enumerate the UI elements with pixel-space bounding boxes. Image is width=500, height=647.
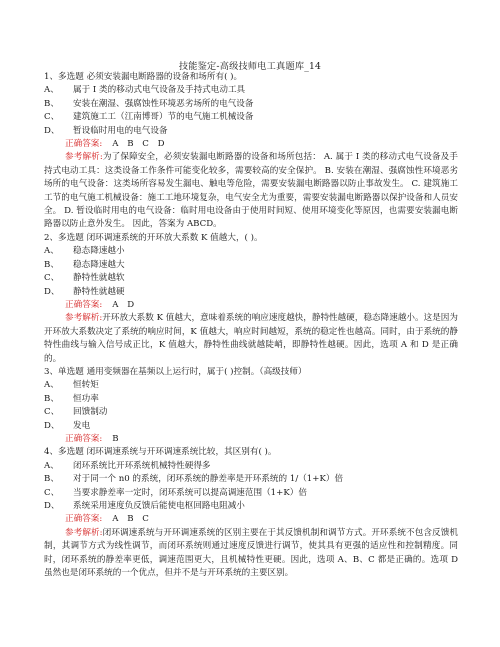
explanation-label: 参考解析:	[65, 313, 103, 324]
option-letter: D、	[44, 420, 60, 431]
option-letter: B、	[44, 98, 59, 109]
option-letter: C、	[44, 112, 60, 123]
question-stem: 3、单选题 通用变频器在基频以上运行时，属于( )控制。（高级技师）	[44, 366, 307, 377]
explanation-text: 闭环调速系统与开环调速系统的区别主要在于其反馈机制和调节方式。开环系统不包含反馈机制，其调节方式为线性调节，而闭环系统则通过速度反馈进行调节，使其具有更强的适应性和控制精度。同时，闭环系统的静差率更低，调速范围更大，且机械特性更硬。因此，选项 A、B、C 都是正确的。选项 D 虽然也是闭环系统的一个优点，但并不是与开环系统的主要区别。	[44, 527, 458, 579]
explanation	[44, 312, 458, 366]
explanation-label: 参考解析:	[65, 527, 103, 538]
option-d	[44, 500, 458, 513]
question-list	[44, 71, 458, 580]
question-stem: 1、多选题 必须安装漏电断路器的设备和场所有( )。	[44, 72, 243, 82]
answer-label: 正确答案:	[65, 514, 103, 525]
option-a	[44, 460, 458, 473]
option-letter: A、	[44, 85, 59, 96]
option-c	[44, 487, 458, 500]
option-text: 属于 I 类的移动式电气设备及手持式电动工具	[73, 85, 246, 96]
question-2	[44, 232, 458, 366]
option-text: 恒功率	[73, 393, 99, 404]
explanation-label: 参考解析:	[65, 152, 103, 163]
option-text: 系统采用速度负反馈后能使电枢回路电阻减小	[73, 501, 245, 511]
option-text: 建筑施工工（江南博哥）节的电气施工机械设备	[73, 112, 254, 123]
option-a	[44, 379, 458, 392]
option-b	[44, 259, 458, 272]
option-text: 暂设临时用电的电气设备	[73, 125, 168, 136]
correct-answer	[44, 138, 458, 151]
option-d	[44, 420, 458, 433]
option-text: 发电	[73, 420, 91, 431]
option-b	[44, 393, 458, 406]
document-title: 技能鉴定-高级技师电工真题库_14	[178, 61, 322, 72]
option-letter: A、	[44, 380, 59, 391]
option-a	[44, 84, 458, 97]
correct-answer	[44, 513, 458, 526]
option-text: 稳态降速越小	[73, 246, 125, 257]
option-text: 静特性就越硬	[73, 286, 125, 297]
question-stem: 4、多选题 闭环调速系统与开环调速系统比较，其区别有( )。	[44, 447, 277, 458]
option-text: 恒转矩	[73, 380, 99, 391]
option-text: 静特性就越软	[73, 273, 125, 284]
explanation-text: 开环放大系数 K 值越大，意味着系统的响应速度越快，静特性越硬，稳态降速越小。这是因为开环放大系数决定了系统的响应时间，K 值越大，响应时间越短，系统的稳定性也越高。同时，由于系统的静特性曲线与输入信号成正比，K 值越大，静特性曲线就越陡峭，即静特性越硬。因此，选项 A 和 D 是正确的。	[44, 313, 458, 364]
explanation	[44, 151, 458, 231]
option-b	[44, 473, 458, 486]
explanation	[44, 527, 458, 581]
option-letter: C、	[44, 487, 60, 498]
answer-value: A B C D	[112, 139, 168, 150]
correct-answer	[44, 299, 458, 312]
option-letter: C、	[44, 273, 60, 284]
option-letter: B、	[44, 259, 59, 270]
option-c	[44, 406, 458, 419]
option-letter: A、	[44, 246, 59, 257]
answer-value: B	[112, 433, 122, 444]
question-4	[44, 446, 458, 580]
option-text: 回馈制动	[73, 407, 108, 418]
option-text: 安装在潮湿、强腐蚀性环境恶劣场所的电气设备	[73, 98, 254, 109]
option-letter: A、	[44, 460, 59, 471]
option-text: 闭环系统比开环系统机械特性硬得多	[73, 460, 211, 471]
question-stem: 2、多选题 闭环调速系统的开环放大系数 K 值越大，( )。	[44, 232, 263, 243]
answer-label: 正确答案:	[65, 433, 103, 444]
option-d	[44, 125, 458, 138]
option-letter: D、	[44, 125, 60, 136]
option-d	[44, 286, 458, 299]
option-c	[44, 111, 458, 124]
option-letter: B、	[44, 393, 59, 404]
option-text: 当要求静差率一定时，闭环系统可以提高调速范围（1+K）倍	[73, 487, 307, 498]
answer-label: 正确答案:	[65, 299, 103, 310]
question-1	[44, 71, 458, 232]
option-letter: D、	[44, 286, 60, 297]
option-letter: D、	[44, 501, 60, 511]
option-b	[44, 98, 458, 111]
option-letter: B、	[44, 474, 59, 485]
option-text: 稳态降速越大	[73, 259, 125, 270]
option-letter: C、	[44, 407, 60, 418]
option-c	[44, 272, 458, 285]
answer-label: 正确答案:	[65, 139, 103, 150]
explanation-text: 为了保障安全，必须安装漏电断路器的设备和场所包括： A. 属于 I 类的移动式电气设备及手持式电动工具：这类设备工作条件可能变化较多，需要较高的安全保护。 B. 安装在潮湿、强腐蚀性环境恶劣场所的电气设备：这类场所容易发生漏电、触电等危险，需要安装漏电断路器以防止事故发生。 C. 建筑施工工节的电气施工机械设备：施工工地环境复杂，电气安全尤为重要，需要安装漏电断路器以保护设备和人员安全。 D. 暂设临时用电的电气设备：临时用电设备由于使用时间短、使用环境变化等原因，也需要安装漏电断路器以防止意外发生。 因此，答案为 ABCD。	[44, 152, 458, 230]
option-a	[44, 245, 458, 258]
answer-value: A B C	[112, 514, 152, 525]
option-text: 对于同一个 n0 的系统，闭环系统的静差率是开环系统的 1/（1+K）倍	[73, 474, 344, 485]
answer-value: A D	[112, 299, 138, 310]
question-3	[44, 366, 458, 446]
correct-answer	[44, 433, 458, 446]
